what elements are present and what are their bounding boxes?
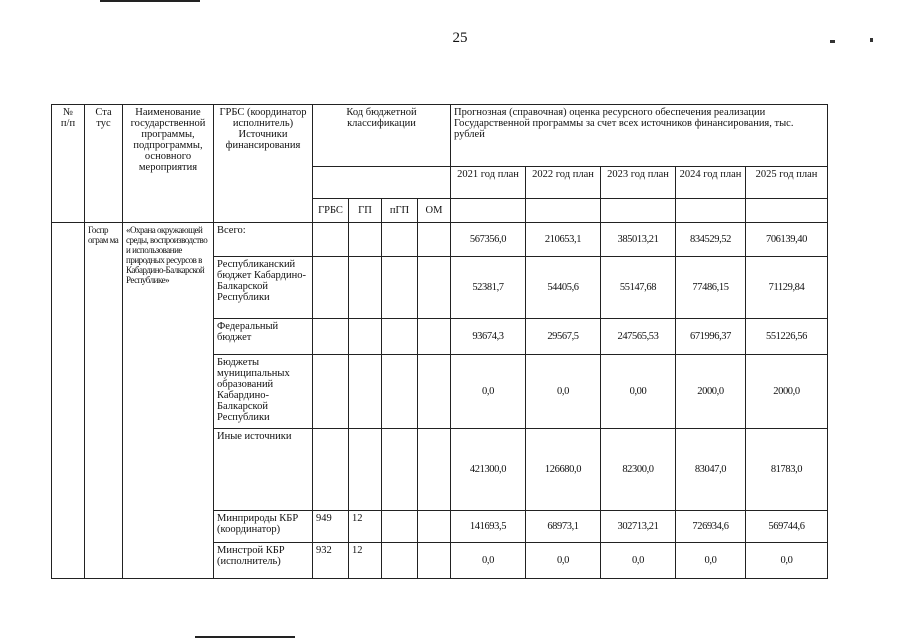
funding-source: Минстрой КБР (исполнитель): [214, 543, 313, 579]
code-pgp: [382, 355, 418, 429]
value-2024: 726934,6: [676, 511, 746, 543]
code-grbs: 932: [313, 543, 349, 579]
code-grbs: [313, 319, 349, 355]
value-2024: 77486,15: [676, 257, 746, 319]
value-2021: 0,0: [451, 355, 526, 429]
header-code-pgp: пГП: [382, 199, 418, 223]
code-om: [418, 429, 451, 511]
header-blank: [676, 199, 746, 223]
code-om: [418, 319, 451, 355]
code-grbs: 949: [313, 511, 349, 543]
page-number: 25: [452, 30, 468, 46]
header-blank: [526, 199, 601, 223]
value-2021: 0,0: [451, 543, 526, 579]
header-budget-code: Код бюджетной классификации: [313, 105, 451, 167]
value-2025: 71129,84: [746, 257, 828, 319]
program-name: «Охрана окружающей среды, воспроизводство и использование природных ресурсов в Кабардино-Балкарской Республике»: [123, 223, 214, 579]
program-status: Госпр ограм ма: [85, 223, 123, 579]
value-2022: 210653,1: [526, 223, 601, 257]
header-code-empty: [313, 167, 451, 199]
bottom-rule: [195, 636, 295, 638]
value-2024: 671996,37: [676, 319, 746, 355]
header-blank: [601, 199, 676, 223]
value-2025: 569744,6: [746, 511, 828, 543]
code-om: [418, 543, 451, 579]
header-code-om: ОМ: [418, 199, 451, 223]
header-num: № п/п: [52, 105, 85, 223]
value-2023: 247565,53: [601, 319, 676, 355]
header-year: 2021 год план: [451, 167, 526, 199]
header-year: 2025 год план: [746, 167, 828, 199]
header-code-grbs: ГРБС: [313, 199, 349, 223]
value-2025: 706139,40: [746, 223, 828, 257]
funding-source: Иные источники: [214, 429, 313, 511]
funding-source: Бюджеты муниципальных образований Кабардино-Балкарской Республики: [214, 355, 313, 429]
code-pgp: [382, 543, 418, 579]
code-om: [418, 223, 451, 257]
value-2023: 0,00: [601, 355, 676, 429]
code-grbs: [313, 429, 349, 511]
value-2022: 0,0: [526, 355, 601, 429]
value-2021: 141693,5: [451, 511, 526, 543]
header-name: Наименование государственной программы, подпрограммы, основного мероприятия: [123, 105, 214, 223]
code-gp: 12: [349, 543, 382, 579]
value-2023: 0,0: [601, 543, 676, 579]
code-om: [418, 355, 451, 429]
value-2022: 0,0: [526, 543, 601, 579]
value-2025: 0,0: [746, 543, 828, 579]
value-2024: 0,0: [676, 543, 746, 579]
value-2025: 81783,0: [746, 429, 828, 511]
table-row: [52, 223, 828, 257]
code-pgp: [382, 429, 418, 511]
value-2021: 52381,7: [451, 257, 526, 319]
value-2024: 83047,0: [676, 429, 746, 511]
code-gp: 12: [349, 511, 382, 543]
top-rule: [100, 0, 200, 2]
code-gp: [349, 257, 382, 319]
header-status: Ста тус: [85, 105, 123, 223]
code-grbs: [313, 257, 349, 319]
header-year: 2023 год план: [601, 167, 676, 199]
value-2023: 302713,21: [601, 511, 676, 543]
value-2021: 93674,3: [451, 319, 526, 355]
code-pgp: [382, 319, 418, 355]
code-pgp: [382, 257, 418, 319]
value-2024: 2000,0: [676, 355, 746, 429]
value-2021: 567356,0: [451, 223, 526, 257]
header-code-gp: ГП: [349, 199, 382, 223]
budget-table: [51, 104, 828, 579]
code-gp: [349, 319, 382, 355]
value-2022: 29567,5: [526, 319, 601, 355]
header-year: 2022 год план: [526, 167, 601, 199]
code-pgp: [382, 511, 418, 543]
code-gp: [349, 223, 382, 257]
code-grbs: [313, 223, 349, 257]
code-gp: [349, 355, 382, 429]
code-gp: [349, 429, 382, 511]
scan-mark: [870, 38, 873, 42]
value-2025: 2000,0: [746, 355, 828, 429]
code-om: [418, 257, 451, 319]
header-blank: [451, 199, 526, 223]
funding-source: Минприроды КБР (координатор): [214, 511, 313, 543]
code-pgp: [382, 223, 418, 257]
code-om: [418, 511, 451, 543]
header-forecast: Прогнозная (справочная) оценка ресурсного обеспечения реализации Государственной программы за счет всех источников финансирования, тыс. рублей: [451, 105, 828, 167]
value-2022: 126680,0: [526, 429, 601, 511]
value-2022: 54405,6: [526, 257, 601, 319]
header-blank: [746, 199, 828, 223]
funding-source: Федеральный бюджет: [214, 319, 313, 355]
value-2024: 834529,52: [676, 223, 746, 257]
funding-source: Республиканский бюджет Кабардино-Балкарской Республики: [214, 257, 313, 319]
value-2021: 421300,0: [451, 429, 526, 511]
header-year: 2024 год план: [676, 167, 746, 199]
value-2023: 385013,21: [601, 223, 676, 257]
row-num: [52, 223, 85, 579]
scan-mark: [830, 40, 835, 43]
value-2025: 551226,56: [746, 319, 828, 355]
code-grbs: [313, 355, 349, 429]
value-2022: 68973,1: [526, 511, 601, 543]
funding-source: Всего:: [214, 223, 313, 257]
value-2023: 55147,68: [601, 257, 676, 319]
header-grbs: ГРБС (координатор исполнитель) Источники финансирования: [214, 105, 313, 223]
value-2023: 82300,0: [601, 429, 676, 511]
